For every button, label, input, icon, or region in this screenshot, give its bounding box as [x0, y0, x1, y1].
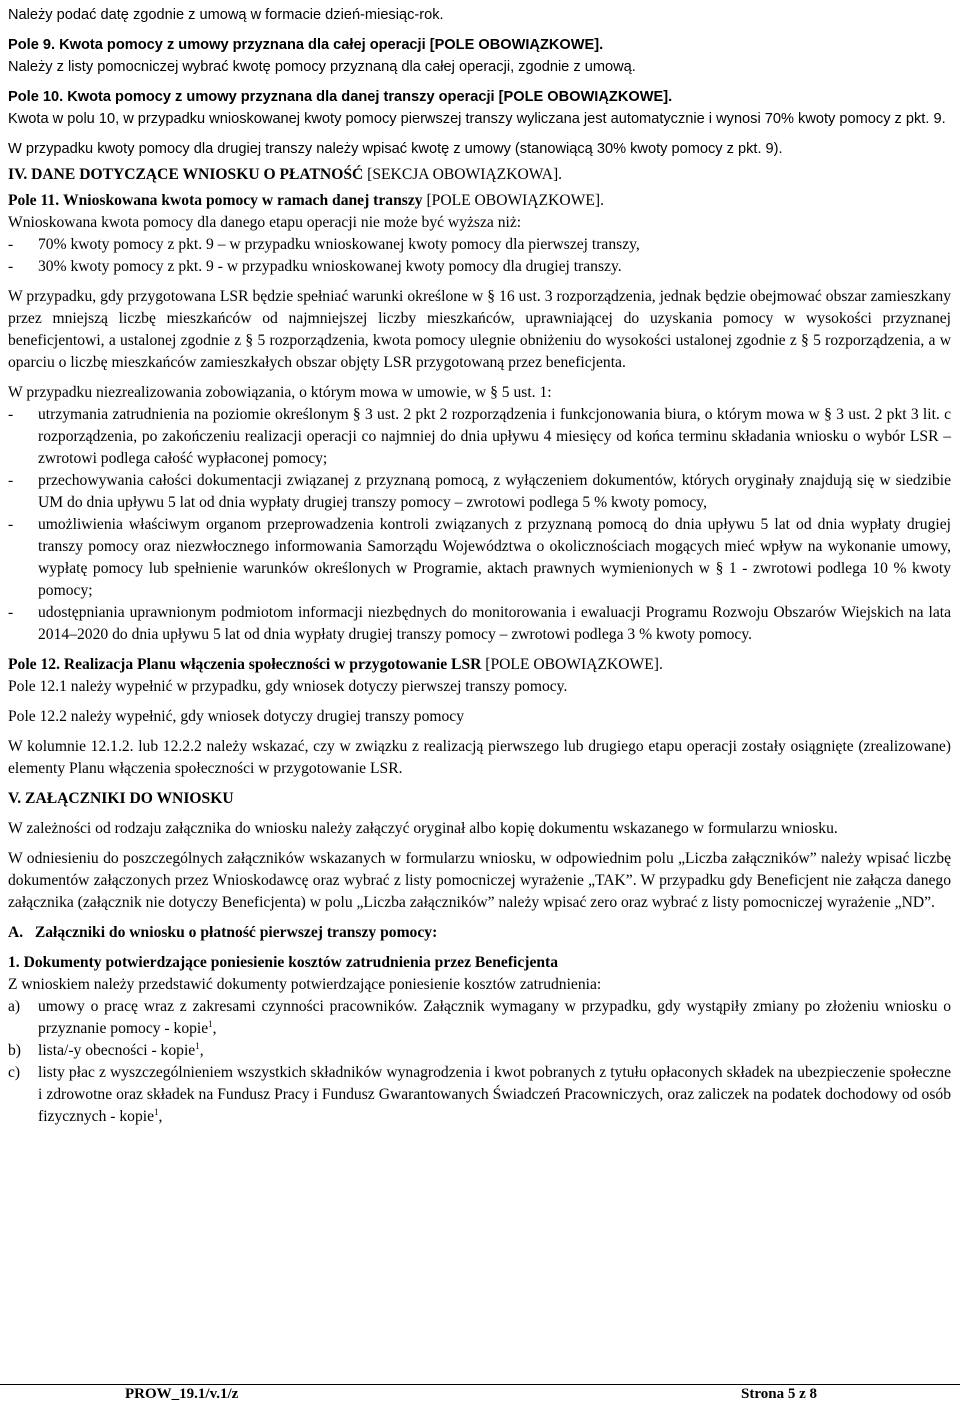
- pole-12-heading: [8, 654, 951, 676]
- pole-11-title: Wnioskowana kwota pomocy w ramach danej transzy: [63, 192, 423, 209]
- list-item: a) umowy o pracę wraz z zakresami czynności pracowników. Załącznik wymagany w przypadku, gdy wystąpiły zmiany po złożeniu wniosku o przyznanie pomocy - kopie$^1$,: [8, 996, 951, 1040]
- doc-1-heading: 1. Dokumenty potwierdzające poniesienie kosztów zatrudnienia przez Beneficjenta: [8, 954, 559, 971]
- section-v-paragraph-1: W zależności od rodzaju załącznika do wniosku należy załączyć oryginał albo kopię dokumentu wskazanego w formularzu wniosku.: [8, 820, 838, 837]
- section-v-heading: V. ZAŁĄCZNIKI DO WNIOSKU: [8, 790, 234, 807]
- lsr-paragraph: W przypadku, gdy przygotowana LSR będzie spełniać warunki określone w § 16 ust. 3 rozporządzenia, jednak będzie obejmować obszar zamieszkany przez mniejszą liczbę mieszkańców od najmniejszej liczby mieszkańców, uprawniającej do uzyskania pomocy w wysokości przyznanej beneficjentowi, a ustalonej zgodnie z § 5 rozporządzenia, kwota pomocy ulegnie obniżeniu do wysokości ustalonej zgodnie z § 5 rozporządzenia, a w oparciu o liczbę mieszkańców zamieszkałych obszar objęty LSR przygotowaną przez beneficjenta.: [8, 288, 951, 371]
- pole-12-line-2: Pole 12.2 należy wypełnić, gdy wniosek dotyczy drugiej transzy pomocy: [8, 708, 465, 725]
- section-iv-tag: [SEKCJA OBOWIĄZKOWA].: [363, 166, 563, 183]
- pole-11-tag: [POLE OBOWIĄZKOWE].: [422, 192, 605, 209]
- document-body: [8, 4, 951, 1128]
- footnote-ref: 1: [154, 1106, 159, 1117]
- section-a-heading: A. Załączniki do wniosku o płatność pierwszej transzy pomocy:: [8, 924, 438, 941]
- pole-12-title: Realizacja Planu włączenia społeczności w przygotowanie LSR: [63, 656, 482, 673]
- section-iv-heading: [8, 164, 951, 186]
- doc-1-item-c-marker: c): [8, 1064, 21, 1081]
- doc-1-item-a-marker: a): [8, 998, 21, 1015]
- doc-1-item-a-text: umowy o pracę wraz z zakresami czynności pracowników. Załącznik wymagany w przypadku, gdy wystąpiły zmiany po złożeniu wniosku o przyznanie pomocy - kopie: [38, 998, 951, 1037]
- pole-9-heading: Pole 9. Kwota pomocy z umowy przyznana dla całej operacji [POLE OBOWIĄZKOWE].: [8, 37, 604, 53]
- niezreal-item-3: umożliwienia właściwym organom przeprowadzenia kontroli związanych z przyznaną pomocą do dnia upływu 5 lat od dnia wypłaty drugiej transzy pomocy oraz niezwłocznego informowania Samorządu Województwa o okolicznościach mogących mieć wpływ na wykonanie umowy, wypłatę pomocy lub spełnienie warunków określonych w Programie, aktach prawnych wymienionych w § 1 - zwrotowi podlega 10 % kwoty pomocy;: [38, 516, 951, 599]
- list-item: c) listy płac z wyszczególnieniem wszystkich składników wynagrodzenia i kwot pobranych z tytułu opłaconych składek na ubezpieczenie społeczne i zdrowotne oraz składek na Fundusz Pracy i Fundusz Gwarantowanych Świadczeń Pracowniczych, oraz zaliczek na podatek dochodowy od osób fizycznych - kopie$^1$,: [8, 1062, 951, 1128]
- pole-10-text-2: W przypadku kwoty pomocy dla drugiej transzy należy wpisać kwotę z umowy (stanowiącą 30% kwoty pomocy z pkt. 9).: [8, 141, 783, 157]
- pole-11-number: Pole 11.: [8, 192, 60, 209]
- list-item: b) lista/-y obecności - kopie$^1$,: [8, 1040, 951, 1062]
- list-item: - udostępniania uprawnionym podmiotom informacji niezbędnych do monitorowania i ewaluacji Programu Rozwoju Obszarów Wiejskich na lata 2014–2020 do dnia upływu 5 lat od dnia wypłaty drugiej transzy pomocy – zwrotowi podlega 3 % kwoty pomocy.: [8, 602, 951, 646]
- list-item: - umożliwienia właściwym organom przeprowadzenia kontroli związanych z przyznaną pomocą do dnia upływu 5 lat od dnia wypłaty drugiej transzy pomocy oraz niezwłocznego informowania Samorządu Województwa o okolicznościach mogących mieć wpływ na wykonanie umowy, wypłatę pomocy lub spełnienie warunków określonych w Programie, aktach prawnych wymienionych w § 1 - zwrotowi podlega 10 % kwoty pomocy;: [8, 514, 951, 602]
- pole-11-item-2: 30% kwoty pomocy z pkt. 9 - w przypadku wnioskowanej kwoty pomocy dla drugiej transzy.: [38, 258, 622, 275]
- list-item: - przechowywania całości dokumentacji związanej z przyznaną pomocą, z wyłączeniem dokumentów, których oryginały znajdują się w siedzibie UM do dnia upływu 5 lat od dnia wypłaty drugiej transzy pomocy – zwrotowi podlega 5 % kwoty pomocy,: [8, 470, 951, 514]
- niezrealizowanie-intro: W przypadku niezrealizowania zobowiązania, o którym mowa w umowie, w § 5 ust. 1:: [8, 384, 552, 401]
- doc-1-item-b-marker: b): [8, 1042, 21, 1059]
- pole-10-heading: Pole 10. Kwota pomocy z umowy przyznana dla danej transzy operacji [POLE OBOWIĄZKOWE].: [8, 89, 673, 105]
- niezreal-item-2: przechowywania całości dokumentacji związanej z przyznaną pomocą, z wyłączeniem dokumentów, których oryginały znajdują się w siedzibie UM do dnia upływu 5 lat od dnia wypłaty drugiej transzy pomocy – zwrotowi podlega 5 % kwoty pomocy,: [38, 472, 951, 511]
- pole-11-intro: Wnioskowana kwota pomocy dla danego etapu operacji nie może być wyższa niż:: [8, 214, 522, 231]
- page-footer: [0, 1384, 960, 1404]
- pole-11-heading: [8, 190, 951, 212]
- doc-1-item-b-text: lista/-y obecności - kopie: [38, 1042, 196, 1059]
- niezreal-item-1: utrzymania zatrudnienia na poziomie określonym § 3 ust. 2 pkt 2 rozporządzenia i funkcjonowania biura, o którym mowa w § 3 ust. 2 pkt 3 lit. c rozporządzenia, po zakończeniu realizacji operacji co najmniej do dnia upływu 4 miesięcy od końca terminu składania wniosku o wybór LSR – zwrotowi podlega całość wypłaconej pomocy;: [38, 406, 951, 467]
- list-item: - utrzymania zatrudnienia na poziomie określonym § 3 ust. 2 pkt 2 rozporządzenia i funkcjonowania biura, o którym mowa w § 3 ust. 2 pkt 3 lit. c rozporządzenia, po zakończeniu realizacji operacji co najmniej do dnia upływu 4 miesięcy od końca terminu składania wniosku o wybór LSR – zwrotowi podlega całość wypłaconej pomocy;: [8, 404, 951, 470]
- doc-1-item-c-text: listy płac z wyszczególnieniem wszystkich składników wynagrodzenia i kwot pobranych z tytułu opłaconych składek na ubezpieczenie społeczne i zdrowotne oraz składek na Fundusz Pracy i Fundusz Gwarantowanych Świadczeń Pracowniczych, oraz zaliczek na podatek dochodowy od osób fizycznych - kopie: [38, 1064, 951, 1125]
- niezreal-item-4: udostępniania uprawnionym podmiotom informacji niezbędnych do monitorowania i ewaluacji Programu Rozwoju Obszarów Wiejskich na lata 2014–2020 do dnia upływu 5 lat od dnia wypłaty drugiej transzy pomocy – zwrotowi podlega 3 % kwoty pomocy.: [38, 604, 951, 643]
- document-code: PROW_19.1/v.1/z: [125, 1386, 239, 1402]
- pole-11-item-1: 70% kwoty pomocy z pkt. 9 – w przypadku wnioskowanej kwoty pomocy dla pierwszej transzy,: [38, 236, 640, 253]
- list-item: - 70% kwoty pomocy z pkt. 9 – w przypadku wnioskowanej kwoty pomocy dla pierwszej transzy,: [8, 234, 951, 256]
- date-format-note: Należy podać datę zgodnie z umową w formacie dzień-miesiąc-rok.: [8, 7, 444, 23]
- pole-12-number: Pole 12.: [8, 656, 60, 673]
- list-item: - 30% kwoty pomocy z pkt. 9 - w przypadku wnioskowanej kwoty pomocy dla drugiej transzy.: [8, 256, 951, 278]
- page-number: Strona 5 z 8: [741, 1386, 817, 1402]
- pole-9-text: Należy z listy pomocniczej wybrać kwotę pomocy przyznaną dla całej operacji, zgodnie z umową.: [8, 59, 636, 75]
- section-v-paragraph-2: W odniesieniu do poszczególnych załączników wskazanych w formularzu wniosku, w odpowiednim polu „Liczba załączników” należy wpisać liczbę dokumentów załączonych przez Wnioskodawcę oraz wybrać z listy pomocniczej wyrażenie „TAK”. W przypadku gdy Beneficjent nie załącza danego załącznika (załącznik nie dotyczy Beneficjenta) w polu „Liczba załączników” należy wpisać zero oraz wybrać z listy pomocniczej wyrażenie „ND”.: [8, 850, 951, 911]
- doc-1-intro: Z wnioskiem należy przedstawić dokumenty potwierdzające poniesienie kosztów zatrudnienia:: [8, 976, 602, 993]
- pole-12-tag: [POLE OBOWIĄZKOWE].: [481, 656, 663, 673]
- footnote-ref: 1: [195, 1040, 200, 1051]
- section-iv-number: IV.: [8, 166, 28, 183]
- pole-12-line-1: Pole 12.1 należy wypełnić w przypadku, gdy wniosek dotyczy pierwszej transzy pomocy.: [8, 678, 568, 695]
- pole-12-line-3: W kolumnie 12.1.2. lub 12.2.2 należy wskazać, czy w związku z realizacją pierwszego lub drugiego etapu operacji zostały osiągnięte (zrealizowane) elementy Planu włączenia społeczności w przygotowanie LSR.: [8, 738, 951, 777]
- footnote-ref: 1: [208, 1018, 213, 1029]
- section-iv-title: DANE DOTYCZĄCE WNIOSKU O PŁATNOŚĆ: [31, 166, 364, 183]
- pole-10-text-1: Kwota w polu 10, w przypadku wnioskowanej kwoty pomocy pierwszej transzy wyliczana jest automatycznie i wynosi 70% kwoty pomocy z pkt. 9.: [8, 111, 946, 127]
